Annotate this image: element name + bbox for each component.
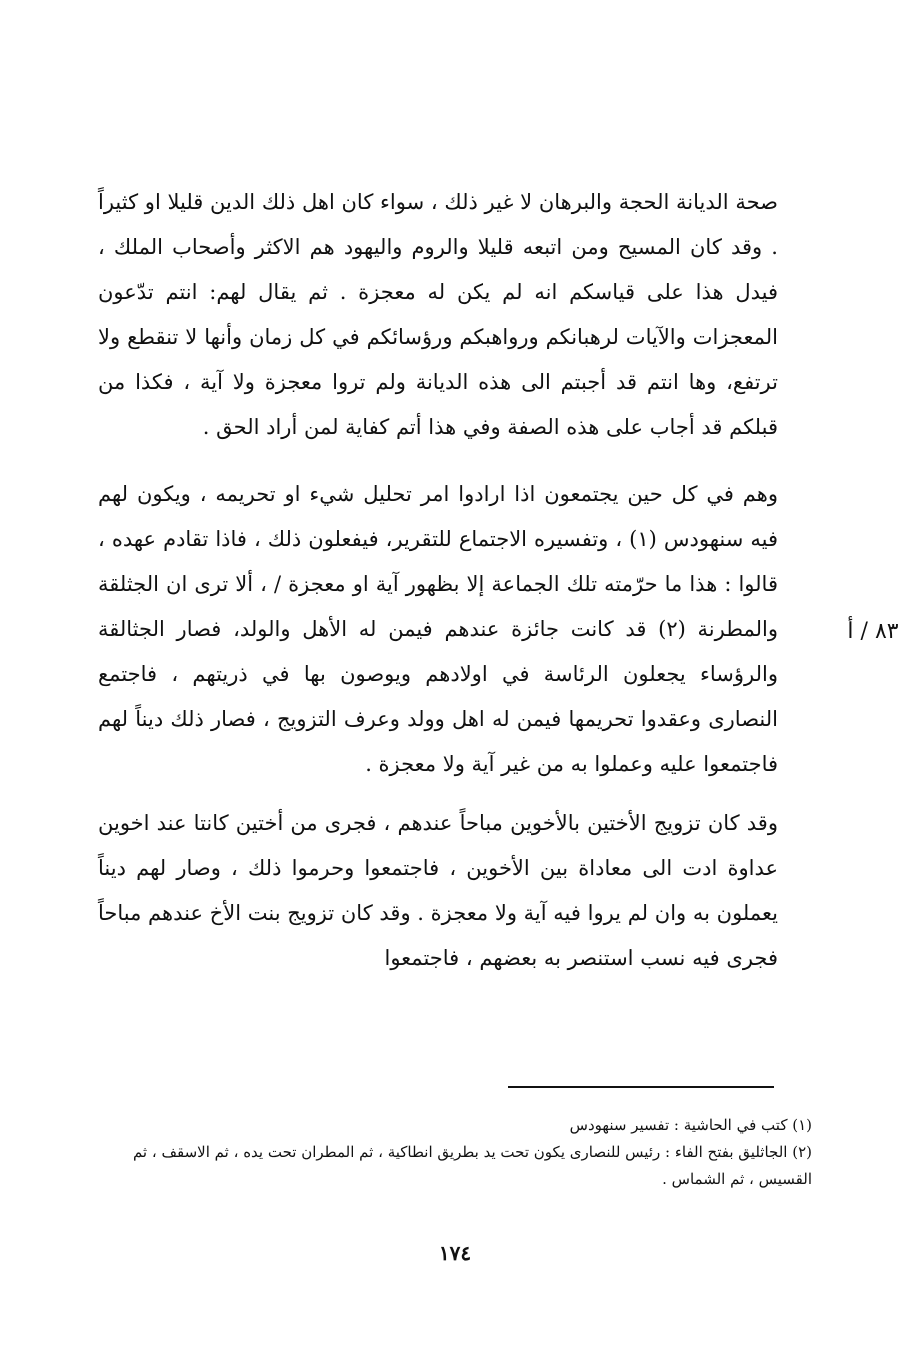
page-number: ١٧٤ bbox=[438, 1241, 472, 1265]
manuscript-folio-marker: ٨٣ / أ bbox=[847, 619, 899, 644]
footnote-2: (٢) الجاثليق بفتح الفاء : رئيس للنصارى يكون تحت يد بطريق انطاكية ، ثم المطران تحت يده ، ثم الاسقف ، ثم القسيس ، ثم الشماس . bbox=[132, 1143, 812, 1188]
paragraph-1: صحة الديانة الحجة والبرهان لا غير ذلك ، سواء كان اهل ذلك الدين قليلا او كثيراً . وقد كان المسيح ومن اتبعه قليلا والروم واليهود هم الاكثر وأصحاب الملك ، فيدل هذا على قياسكم انه لم يكن له معجزة . ثم يقال لهم: انتم تدّعون المعجزات والآيات لرهبانكم ورواهبكم ورؤسائكم في كل زمان وأنها لا تنقطع ولا ترتفع، وها انتم قد أجبتم الى هذه الديانة ولم تروا معجزة ولا آية ، فكذا من قبلكم قد أجاب على هذه الصفة وفي هذا أتم كفاية لمن أراد الحق . bbox=[98, 190, 778, 439]
footnotes bbox=[98, 1112, 818, 1193]
paragraph-2: وهم في كل حين يجتمعون اذا ارادوا امر تحليل شيء او تحريمه ، ويكون لهم فيه سنهودس (١) ، وتفسيره الاجتماع للتقرير، فيفعلون ذلك ، فاذا تقادم عهده ، قالوا : هذا ما حرّمته تلك الجماعة إلا بظهور آية او معجزة / ، ألا ترى ان الجثلقة والمطرنة (٢) قد كانت جائزة عندهم فيمن له الأهل والولد، فصار الجثالقة والرؤساء يجعلون الرئاسة في اولادهم ويوصون بها في ذريتهم ، فاجتمع النصارى وعقدوا تحريمها فيمن له اهل وولد وعرف التزويج ، فصار ذلك ديناً لهم فاجتمعوا عليه وعملوا به من غير آية ولا معجزة . bbox=[98, 482, 778, 776]
main-text bbox=[98, 180, 778, 981]
footnote-1: (١) كتب في الحاشية : تفسير سنهودس bbox=[569, 1116, 812, 1134]
footnote-separator bbox=[508, 1086, 774, 1088]
paragraph-3: وقد كان تزويج الأختين بالأخوين مباحاً عندهم ، فجرى من أختين كانتا عند اخوين عداوة ادت الى معاداة بين الأخوين ، فاجتمعوا وحرموا ذلك ، وصار لهم ديناً يعملون به وان لم يروا فيه آية ولا معجزة . وقد كان تزويج بنت الأخ عندهم مباحاً فجرى فيه نسب استنصر به بعضهم ، فاجتمعوا bbox=[98, 811, 778, 970]
